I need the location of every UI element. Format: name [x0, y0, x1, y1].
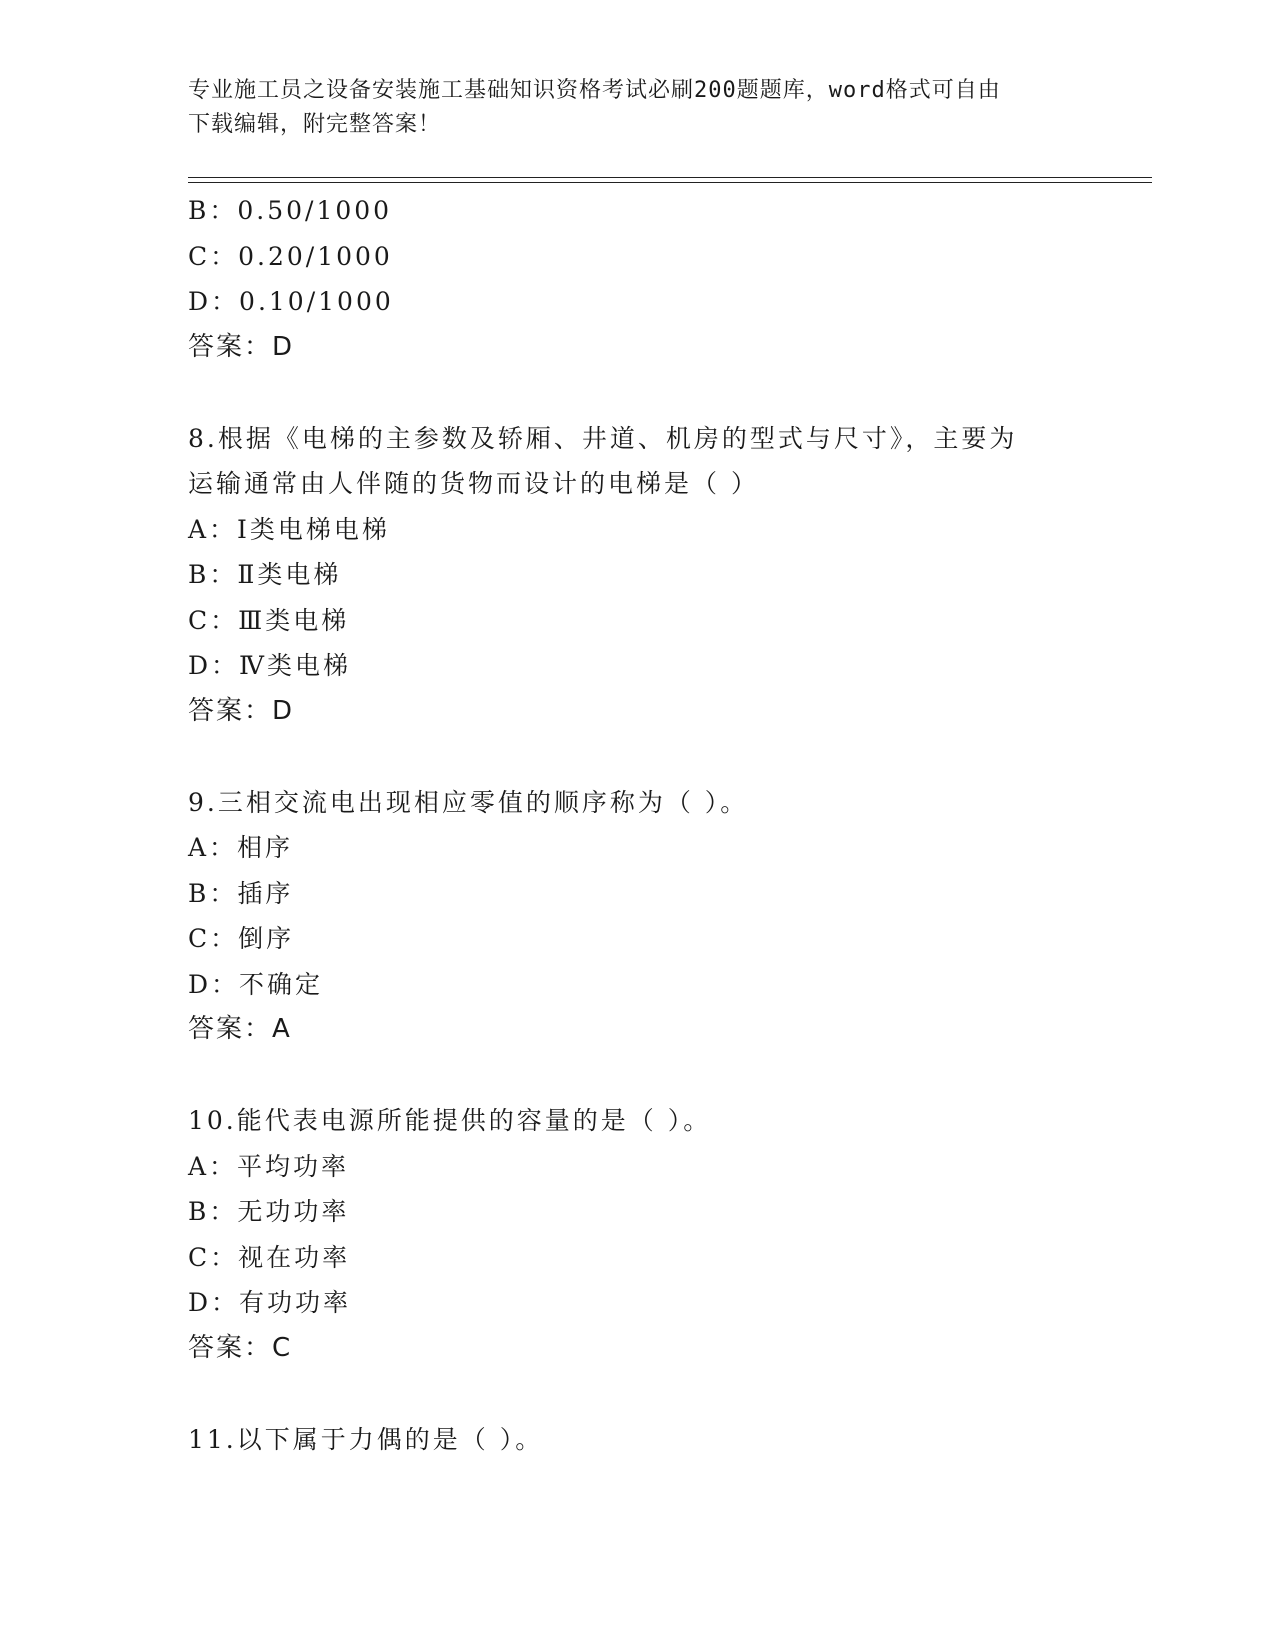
option-c: C：0.20/1000 [188, 241, 393, 271]
header-divider-top [188, 177, 1152, 178]
option-d: D：Ⅳ类电梯 [188, 651, 352, 680]
option-b: B：Ⅱ类电梯 [188, 560, 342, 589]
question-11 [188, 1417, 1088, 1463]
answer: 答案：D [188, 331, 295, 362]
question-text: 10.能代表电源所能提供的容量的是（ ）。 [188, 1106, 712, 1135]
question-text: 9.三相交流电出现相应零值的顺序称为（ ）。 [188, 787, 749, 817]
question-8 [188, 416, 1088, 735]
option-c: C：视在功率 [188, 1242, 351, 1272]
question-7-tail [188, 188, 1088, 370]
document-header [188, 74, 1088, 142]
option-b: B：0.50/1000 [188, 196, 393, 225]
option-b: B：插序 [188, 878, 294, 908]
header-title-line-2: 下载编辑，附完整答案！ [188, 112, 442, 137]
question-text: 11.以下属于力偶的是（ ）。 [188, 1424, 544, 1454]
option-a: A：Ⅰ类电梯电梯 [188, 514, 390, 544]
option-c: C：倒序 [188, 924, 295, 953]
spacer [188, 1053, 1088, 1099]
answer: 答案：C [188, 1332, 293, 1363]
header-title-line-1: 专业施工员之设备安装施工基础知识资格考试必刷200题题库，word格式可自由 [188, 78, 1001, 103]
spacer [188, 734, 1088, 780]
option-b: B：无功功率 [188, 1197, 350, 1226]
option-a: A：平均功率 [188, 1151, 350, 1181]
question-text: 8.根据《电梯的主参数及轿厢、井道、机房的型式与尺寸》，主要为 [188, 423, 1018, 453]
spacer [188, 370, 1088, 416]
question-10 [188, 1098, 1088, 1371]
option-d: D：不确定 [188, 969, 324, 999]
spacer [188, 1371, 1088, 1417]
option-d: D：有功功率 [188, 1288, 352, 1317]
option-d: D：0.10/1000 [188, 287, 394, 316]
question-text: 运输通常由人伴随的货物而设计的电梯是（ ） [188, 469, 759, 498]
header-divider-bottom [188, 182, 1152, 183]
answer: 答案：A [188, 1014, 292, 1044]
option-a: A：相序 [188, 833, 294, 862]
question-9 [188, 780, 1088, 1053]
question-list [188, 188, 1088, 1462]
answer: 答案：D [188, 695, 295, 726]
option-c: C：Ⅲ类电梯 [188, 605, 350, 635]
